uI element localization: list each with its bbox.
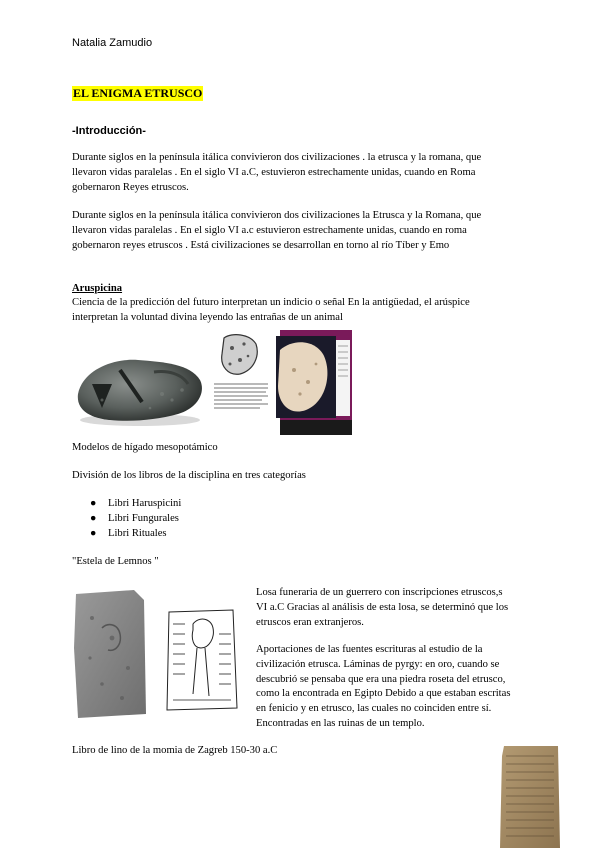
list-item: ● Libri Fungurales bbox=[72, 512, 181, 527]
text-line: llevaron vidas paralelas . En el siglo VI a.c estuvieron estrechamente unidas, cuando en roma bbox=[72, 224, 467, 236]
author-name: Natalia Zamudio bbox=[72, 37, 153, 49]
text-line: interpretan la voluntad divina leyendo las entrañas de un animal bbox=[72, 311, 343, 323]
text-line: llevaron vidas paralelas . En el siglo VI a.C, estuvieron estrechamente unidas, cuando en Roma bbox=[72, 166, 476, 178]
text-line: Aportaciones de las fuentes escrituras al estudio de la bbox=[256, 644, 483, 655]
text-line: en fenicio y en etrusco, las cuales no coinciden entre sí. bbox=[256, 703, 492, 715]
stela-drawing bbox=[163, 604, 241, 714]
aruspicina-text bbox=[72, 296, 512, 326]
text-line: VI a.C Gracias al análisis de esta losa, se determinó que los bbox=[256, 601, 509, 613]
linen-book-photo bbox=[500, 746, 560, 848]
text-line: Ciencia de la predicción del futuro interpretan un indicio o señal En la antigüedad, el arúspice bbox=[72, 297, 470, 308]
intro-paragraph-1 bbox=[72, 151, 512, 195]
text-line: etruscos eran extranjeros. bbox=[256, 616, 364, 628]
document-title: EL ENIGMA ETRUSCO bbox=[73, 86, 203, 100]
bullet-icon: ● bbox=[90, 527, 97, 539]
aruspicina-heading: Aruspicina bbox=[72, 283, 123, 294]
text-line: civilización etrusca. Láminas de pyrgy: en oro, cuando se bbox=[256, 658, 500, 670]
zagreb-caption: Libro de lino de la momia de Zagreb 150-30 a.C bbox=[72, 745, 278, 756]
liver-caption: Modelos de hígado mesopotámico bbox=[72, 442, 218, 453]
division-intro: División de los libros de la disciplina en tres categorías bbox=[72, 470, 306, 481]
books-list bbox=[72, 497, 181, 541]
text-line: como la encontrada en Egipto Debido a que estaban escritas bbox=[256, 688, 511, 700]
liver-model-photo bbox=[72, 350, 207, 428]
text-line: Losa funeraria de un guerrero con inscripciones etruscos,s bbox=[256, 587, 503, 598]
stela-description bbox=[256, 586, 512, 630]
list-item: ● Libri Rituales bbox=[72, 527, 181, 542]
text-line: Durante siglos en la península itálica convivieron dos civilizaciones . la etrusca y la romana, que bbox=[72, 152, 482, 163]
bronze-liver-plate-image bbox=[210, 330, 352, 435]
text-line: gobernaron reyes etruscos . Está civilizaciones se desarrollan en torno al río Tíber y Emo bbox=[72, 239, 450, 251]
text-line: Encontradas en las ruinas de un templo. bbox=[256, 717, 425, 729]
bullet-icon: ● bbox=[90, 498, 97, 509]
bullet-icon: ● bbox=[90, 512, 97, 524]
list-item: ● Libri Haruspicini bbox=[72, 497, 181, 512]
intro-heading: -Introducción- bbox=[72, 125, 146, 137]
stela-photo bbox=[72, 588, 148, 720]
text-line: Durante siglos en la península itálica convivieron dos civilizaciones la Etrusca y la Romana, que bbox=[72, 210, 482, 221]
stela-title: "Estela de Lemnos " bbox=[72, 556, 159, 567]
text-line: gobernaron Reyes etruscos. bbox=[72, 181, 189, 193]
aportaciones-paragraph bbox=[256, 643, 512, 732]
intro-paragraph-2 bbox=[72, 209, 512, 253]
text-line: descubrió se pensaba que era una piedra roseta del etrusco, bbox=[256, 673, 506, 685]
